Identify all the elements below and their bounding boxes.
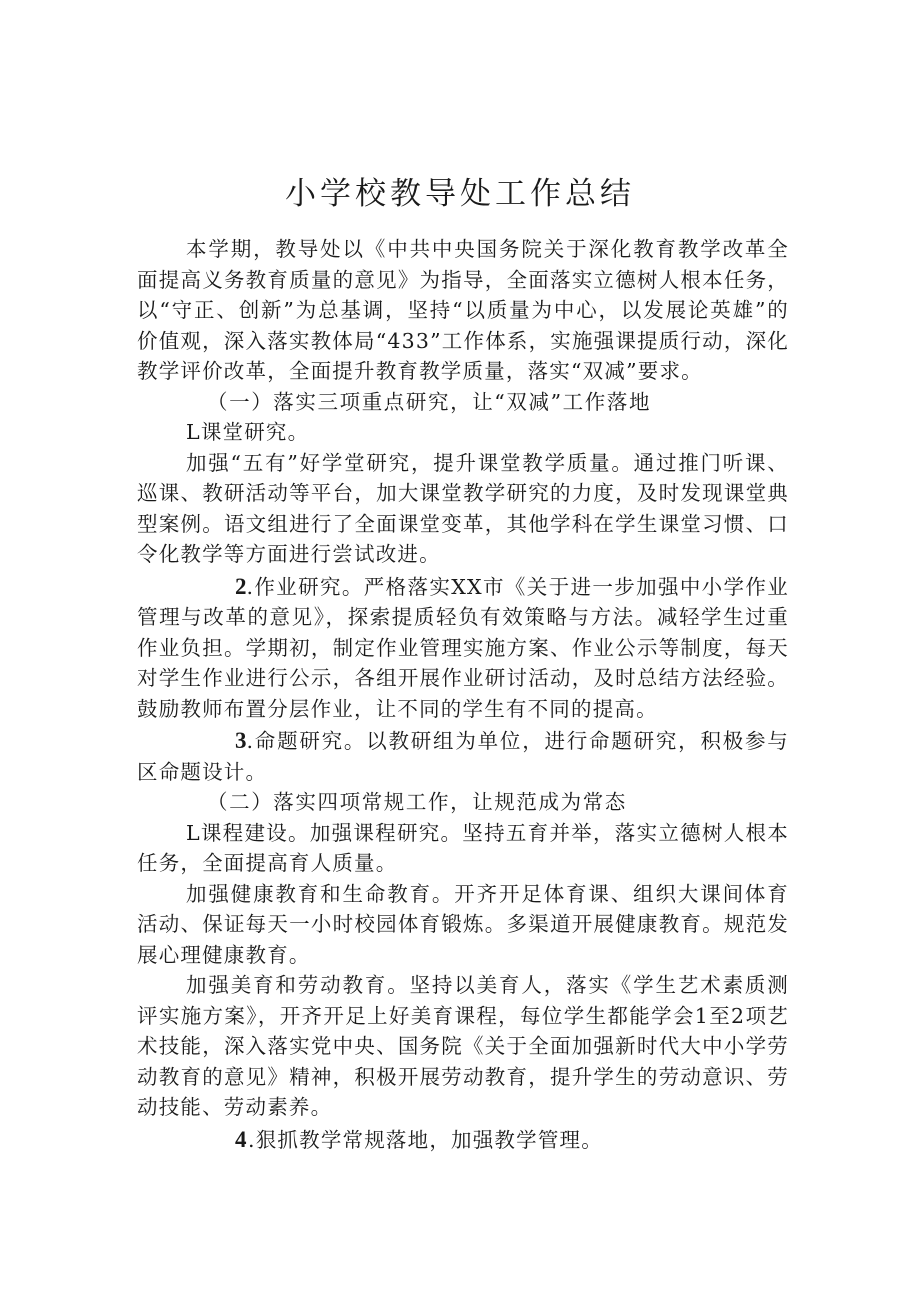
document-body — [137, 234, 789, 1155]
intro-paragraph: 本学期，教导处以《中共中央国务院关于深化教育教学改革全面提高义务教育质量的意见》为指导，全面落实立德树人根本任务，以“守正、创新”为总基调，坚持“以质量为中心，以发展论英雄”的价值观，深入落实教体局“433”工作体系，实施强课提质行动，深化教学评价改革，全面提升教育教学质量，落实“双减”要求。 — [137, 237, 789, 383]
section-heading-2: （二）落实四项常规工作，让规范成为常态 — [207, 790, 627, 814]
item-exam-research — [137, 726, 789, 787]
item-teaching-routine — [137, 1125, 789, 1156]
item-text: .狠抓教学常规落地，加强教学管理。 — [248, 1127, 603, 1152]
item-number: 4 — [235, 1126, 248, 1152]
paragraph-arts-labor-education: 加强美育和劳动教育。坚持以美育人，落实《学生艺术素质测评实施方案》，开齐开足上好美育课程，每位学生都能学会1至2项艺术技能，深入落实党中央、国务院《关于全面加强新时代大中小学劳动教育的意见》精神，积极开展劳动教育，提升学生的劳动意识、劳动技能、劳动素养。 — [137, 973, 789, 1119]
paragraph-health-education: 加强健康教育和生命教育。开齐开足体育课、组织大课间体育活动、保证每天一小时校园体育锻炼。多渠道开展健康教育。规范发展心理健康教育。 — [137, 881, 789, 967]
item-homework-research — [137, 572, 789, 725]
document-title: 小学校教导处工作总结 — [285, 176, 635, 212]
section-heading-1: （一）落实三项重点研究，让“双减”工作落地 — [207, 389, 652, 414]
item-text: .命题研究。以教研组为单位，进行命题研究，积极参与区命题设计。 — [137, 729, 789, 784]
item-curriculum: L课程建设。加强课程研究。坚持五育并举，落实立德树人根本任务，全面提高育人质量。 — [137, 820, 789, 875]
item-classroom-research-body: 加强“五有”好学堂研究，提升课堂教学质量。通过推门听课、巡课、教研活动等平台，加大课堂教学研究的力度，及时发现课堂典型案例。语文组进行了全面课堂变革，其他学科在学生课堂习惯、口令化教学等方面进行尝试改进。 — [137, 450, 789, 566]
item-number: 2 — [235, 573, 247, 599]
item-text: .作业研究。严格落实XX市《关于进一步加强中小学作业管理与改革的意见》，探索提质轻负有效策略与方法。减轻学生过重作业负担。学期初，制定作业管理实施方案、作业公示等制度，每天对学生作业进行公示，各组开展作业研讨活动，及时总结方法经验。鼓励教师布置分层作业，让不同的学生有不同的提高。 — [137, 574, 789, 721]
item-number: 3 — [235, 728, 247, 753]
item-classroom-research-title: L课堂研究。 — [186, 420, 310, 444]
